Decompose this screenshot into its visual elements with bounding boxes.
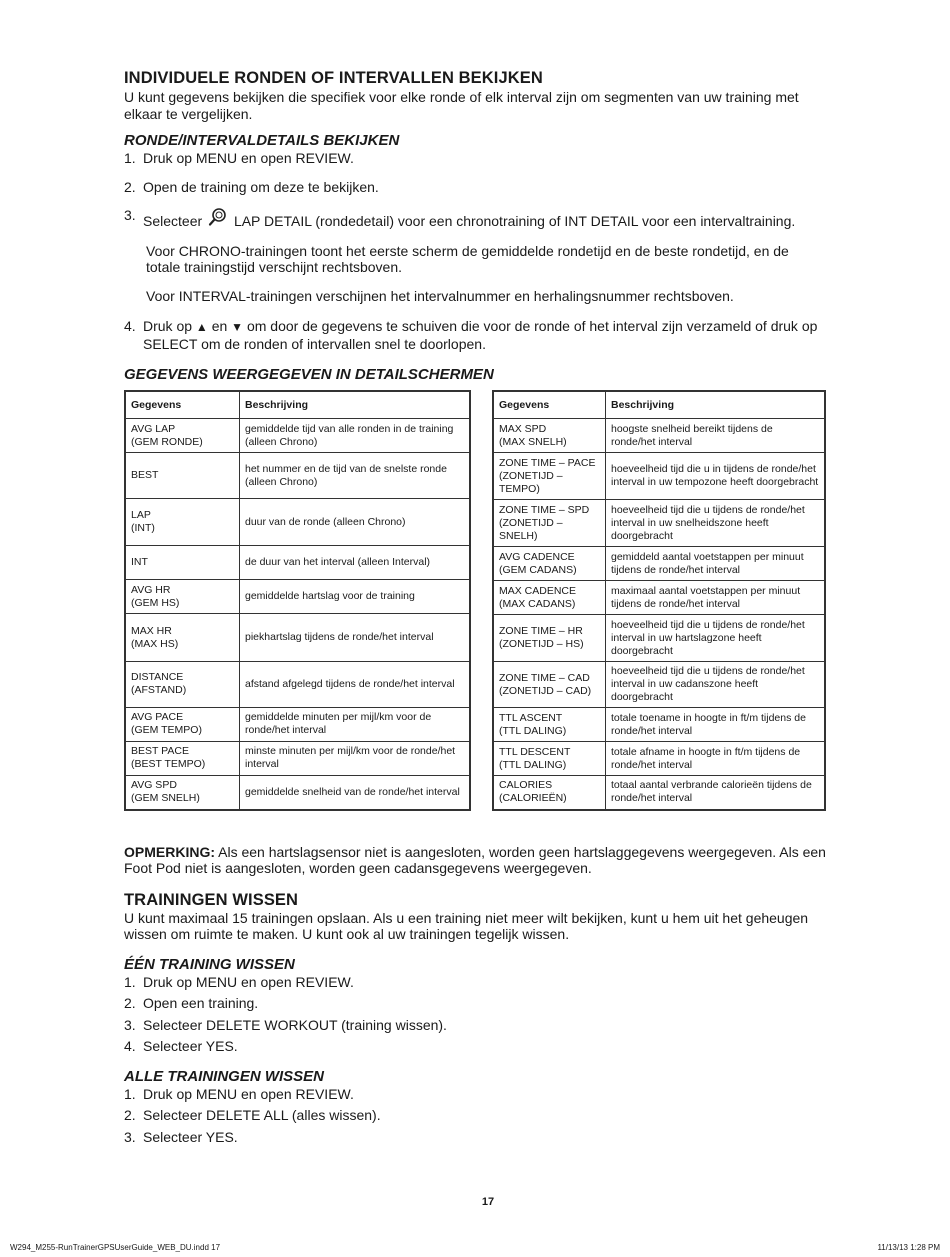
table-row: AVG HR (GEM HS) gemiddelde hartslag voor de training bbox=[125, 580, 470, 614]
table-row: DISTANCE (AFSTAND) afstand afgelegd tijdens de ronde/het interval bbox=[125, 661, 470, 707]
list-item: 2. Open de training om deze te bekijken. bbox=[124, 178, 379, 195]
data-table-left bbox=[124, 390, 471, 811]
table-row: TTL ASCENT (TTL DALING) totale toename in hoogte in ft/m tijdens de ronde/het interval bbox=[493, 708, 825, 742]
column-header-data: Gegevens bbox=[125, 391, 240, 419]
table-row: MAX CADENCE (MAX CADANS) maximaal aantal voetstappen per minuut tijdens de ronde/het interval bbox=[493, 581, 825, 615]
document-page bbox=[124, 68, 826, 1145]
table-row: ZONE TIME – HR (ZONETIJD – HS) hoeveelheid tijd die u tijdens de ronde/het interval in uw hartslagzone heeft doorgebracht bbox=[493, 615, 825, 662]
table-row: ZONE TIME – SPD (ZONETIJD – SNELH) hoeveelheid tijd die u tijdens de ronde/het interval in uw snelheidszone heeft doorgebracht bbox=[493, 500, 825, 547]
table-row: MAX HR (MAX HS) piekhartslag tijdens de ronde/het interval bbox=[125, 614, 470, 661]
data-table-right bbox=[492, 390, 826, 811]
table-row: ZONE TIME – CAD (ZONETIJD – CAD) hoeveelheid tijd die u tijdens de ronde/het interval in uw cadanszone heeft doorgebracht bbox=[493, 662, 825, 708]
table-row: LAP (INT) duur van de ronde (alleen Chrono) bbox=[125, 499, 470, 546]
list-item: 2. Open een training. bbox=[124, 995, 259, 1011]
down-arrow-icon: ▼ bbox=[231, 320, 244, 334]
subsection-title-delete-one: ÉÉN TRAINING WISSEN bbox=[124, 955, 295, 973]
section-intro: U kunt gegevens bekijken die specifiek voor elke ronde of elk interval zijn om segmenten van uw training met elkaar te vergelijken. bbox=[124, 89, 799, 122]
table-row: AVG PACE (GEM TEMPO) gemiddelde minuten per mijl/km voor de ronde/het interval bbox=[125, 707, 470, 741]
table-row: ZONE TIME – PACE (ZONETIJD – TEMPO) hoeveelheid tijd die u in tijdens de ronde/het interval in uw tempozone heeft doorgebracht bbox=[493, 453, 825, 500]
details-step-4 bbox=[124, 318, 826, 352]
data-tables bbox=[124, 390, 826, 811]
table-header-row bbox=[493, 391, 825, 419]
section-title-delete: TRAININGEN WISSEN bbox=[124, 890, 299, 909]
note-interval: Voor INTERVAL-trainingen verschijnen het intervalnummer en herhalingsnummer rechtsboven. bbox=[146, 287, 734, 304]
table-row: AVG SPD (GEM SNELH) gemiddelde snelheid van de ronde/het interval bbox=[125, 775, 470, 809]
list-item: 3. Selecteer DELETE WORKOUT (training wissen). bbox=[124, 1016, 447, 1033]
note-chrono: Voor CHRONO-trainingen toont het eerste scherm de gemiddelde rondetijd en de beste rondetijd, en de totale trainingstijd verschijnt rechtsboven. bbox=[146, 242, 789, 275]
table-row: MAX SPD (MAX SNELH) hoogste snelheid bereikt tijdens de ronde/het interval bbox=[493, 419, 825, 453]
note-label: OPMERKING: bbox=[124, 843, 215, 860]
delete-one-steps bbox=[124, 974, 826, 1055]
up-arrow-icon: ▲ bbox=[195, 320, 208, 334]
footer-filename: W294_M255-RunTrainerGPSUserGuide_WEB_DU.indd 17 bbox=[10, 1243, 221, 1252]
table-row: CALORIES (CALORIEËN) totaal aantal verbrande calorieën tijdens de ronde/het interval bbox=[493, 776, 825, 810]
column-header-data: Gegevens bbox=[493, 391, 606, 419]
list-item: 3. Selecteer YES. bbox=[124, 1128, 238, 1145]
table-row: INT de duur van het interval (alleen Interval) bbox=[125, 546, 470, 580]
table-row: BEST het nummer en de tijd van de snelste ronde (alleen Chrono) bbox=[125, 453, 470, 499]
column-header-description: Beschrijving bbox=[240, 391, 471, 419]
page-number: 17 bbox=[481, 1196, 495, 1208]
list-item: 2. Selecteer DELETE ALL (alles wissen). bbox=[124, 1107, 381, 1123]
list-item: 1. Druk op MENU en open REVIEW. bbox=[124, 1085, 354, 1102]
delete-all-steps bbox=[124, 1086, 826, 1146]
column-header-description: Beschrijving bbox=[606, 391, 826, 419]
list-item: 1. Druk op MENU en open REVIEW. bbox=[124, 973, 354, 990]
footer-timestamp: 11/13/13 1:28 PM bbox=[877, 1243, 940, 1252]
subsection-title-tables: GEGEVENS WEERGEGEVEN IN DETAILSCHERMEN bbox=[124, 366, 494, 383]
section-title: INDIVIDUELE RONDEN OF INTERVALLEN BEKIJKEN bbox=[124, 69, 543, 87]
table-row: BEST PACE (BEST TEMPO) minste minuten per mijl/km voor de ronde/het interval bbox=[125, 741, 470, 775]
lap-detail-icon bbox=[208, 207, 228, 227]
subsection-title-details: RONDE/INTERVALDETAILS BEKIJKEN bbox=[124, 132, 400, 149]
table-row: AVG LAP (GEM RONDE) gemiddelde tijd van alle ronden in de training (alleen Chrono) bbox=[125, 419, 470, 453]
list-item: 4. Druk op ▲ en ▼ om door de gegevens te schuiven die voor de ronde of het interval zijn verzameld of druk op SELECT om de ronden of intervallen snel te doorlopen. bbox=[124, 318, 818, 352]
note-paragraph bbox=[124, 844, 826, 877]
table-header-row bbox=[125, 391, 470, 419]
subsection-title-delete-all: ALLE TRAININGEN WISSEN bbox=[124, 1067, 325, 1085]
list-item: 1. Druk op MENU en open REVIEW. bbox=[124, 150, 354, 166]
table-row: AVG CADENCE (GEM CADANS) gemiddeld aantal voetstappen per minuut tijdens de ronde/het interval bbox=[493, 547, 825, 581]
list-item: 4. Selecteer YES. bbox=[124, 1038, 238, 1054]
note-text: Als een hartslagsensor niet is aangesloten, worden geen hartslaggegevens weergegeven. Als een Foot Pod niet is aangesloten, worden geen cadansgegevens weergegeven. bbox=[124, 843, 826, 876]
delete-intro: U kunt maximaal 15 trainingen opslaan. Als u een training niet meer wilt bekijken, kunt u hem uit het geheugen wissen om ruimte te maken. U kunt ook al uw trainingen tegelijk wissen. bbox=[124, 909, 809, 942]
table-row: TTL DESCENT (TTL DALING) totale afname in hoogte in ft/m tijdens de ronde/het interval bbox=[493, 742, 825, 776]
details-steps bbox=[124, 150, 826, 230]
list-item: 3. Selecteer LAP DETAIL (rondedetail) voor een chronotraining of INT DETAIL voor een intervaltraining. bbox=[124, 207, 796, 229]
